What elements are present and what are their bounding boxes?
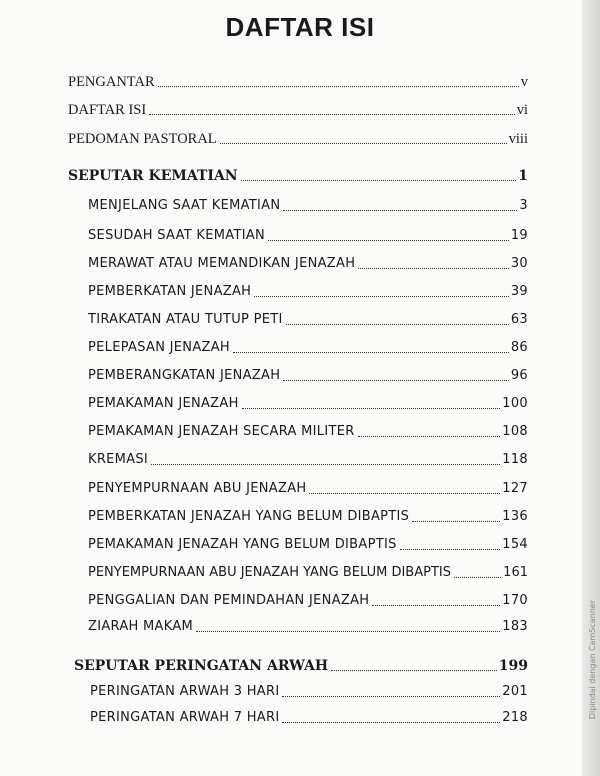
toc-entry-label: MENJELANG SAAT KEMATIAN bbox=[88, 198, 281, 213]
toc-entry-label: PENYEMPURNAAN ABU JENAZAH YANG BELUM DIBAPTIS bbox=[88, 565, 451, 580]
leader-dots bbox=[149, 114, 515, 115]
toc-section-seputar-peringatan-arwah[interactable] bbox=[74, 658, 528, 674]
toc-entry-daftar-isi[interactable] bbox=[68, 102, 528, 118]
toc-entry-page: 201 bbox=[502, 684, 528, 699]
toc-entry[interactable] bbox=[88, 481, 528, 497]
toc-entry[interactable] bbox=[90, 684, 528, 700]
leader-dots bbox=[372, 605, 500, 606]
leader-dots bbox=[283, 380, 509, 381]
toc-entry-page: vi bbox=[516, 102, 528, 118]
toc-section-page: 1 bbox=[518, 168, 528, 184]
leader-dots bbox=[286, 324, 509, 325]
toc-entry[interactable] bbox=[90, 710, 528, 726]
leader-dots bbox=[233, 352, 509, 353]
toc-entry-page: 127 bbox=[502, 481, 528, 496]
toc-section-label: SEPUTAR KEMATIAN bbox=[68, 168, 238, 184]
toc-entry-page: 86 bbox=[510, 340, 528, 355]
toc-entry-label: PEMAKAMAN JENAZAH bbox=[88, 396, 239, 411]
toc-entry-page: 100 bbox=[502, 396, 528, 411]
toc-entry-label: PEMBERANGKATAN JENAZAH bbox=[88, 368, 281, 383]
toc-entry-label: KREMASI bbox=[88, 452, 149, 467]
toc-entry-page: 30 bbox=[510, 256, 528, 271]
toc-entry-label: PEMBERKATAN JENAZAH bbox=[88, 284, 252, 299]
scanner-watermark: Dipindai dengan CamScanner bbox=[588, 600, 597, 720]
toc-entry-page: 161 bbox=[503, 565, 528, 580]
toc-entry-page: 154 bbox=[502, 537, 528, 552]
toc-entry-label: PEDOMAN PASTORAL bbox=[68, 131, 217, 147]
toc-entry[interactable] bbox=[88, 565, 528, 581]
leader-dots bbox=[283, 210, 517, 211]
leader-dots bbox=[282, 722, 500, 723]
toc-entry-label: PENGANTAR bbox=[68, 74, 155, 90]
toc-entry-label: PELEPASAN JENAZAH bbox=[88, 340, 230, 355]
toc-entry-label: PERINGATAN ARWAH 3 HARI bbox=[90, 684, 280, 699]
leader-dots bbox=[242, 408, 501, 409]
toc-entry-page: viii bbox=[508, 131, 528, 147]
leader-dots bbox=[412, 521, 500, 522]
toc-entry-label: PEMBERKATAN JENAZAH YANG BELUM DIBAPTIS bbox=[88, 509, 410, 524]
toc-entry-page: 19 bbox=[510, 228, 528, 243]
toc-entry[interactable] bbox=[88, 509, 528, 525]
toc-entry-label: TIRAKATAN ATAU TUTUP PETI bbox=[88, 312, 283, 327]
page-title: DAFTAR ISI bbox=[225, 12, 375, 42]
leader-dots bbox=[241, 180, 517, 181]
leader-dots bbox=[196, 631, 500, 632]
toc-entry[interactable] bbox=[88, 368, 528, 384]
page-edge bbox=[582, 0, 600, 776]
leader-dots bbox=[282, 696, 500, 697]
leader-dots bbox=[454, 577, 501, 578]
toc-entry-page: 3 bbox=[519, 198, 528, 213]
toc-entry-label: SESUDAH SAAT KEMATIAN bbox=[88, 228, 266, 243]
toc-entry-pedoman-pastoral[interactable] bbox=[68, 131, 528, 147]
toc-entry[interactable] bbox=[88, 424, 528, 440]
toc-entry[interactable] bbox=[88, 284, 528, 300]
toc-entry-page: 136 bbox=[502, 509, 528, 524]
toc-entry-pengantar[interactable] bbox=[68, 74, 528, 90]
leader-dots bbox=[268, 240, 509, 241]
toc-entry-page: 118 bbox=[502, 452, 528, 467]
toc-entry-label: PEMAKAMAN JENAZAH SECARA MILITER bbox=[88, 424, 355, 439]
toc-entry[interactable] bbox=[88, 312, 528, 328]
toc-entry-page: 63 bbox=[510, 312, 528, 327]
toc-entry-page: 96 bbox=[510, 368, 528, 383]
toc-entry-label: ZIARAH MAKAM bbox=[88, 619, 194, 634]
toc-entry-page: 170 bbox=[502, 593, 528, 608]
toc-entry-page: v bbox=[520, 74, 528, 90]
toc-entry-page: 218 bbox=[502, 710, 528, 725]
leader-dots bbox=[309, 493, 500, 494]
leader-dots bbox=[358, 436, 501, 437]
leader-dots bbox=[400, 549, 501, 550]
toc-entry-page: 183 bbox=[502, 619, 528, 634]
toc-entry-page: 108 bbox=[502, 424, 528, 439]
toc-entry[interactable] bbox=[88, 198, 528, 214]
toc-entry[interactable] bbox=[88, 396, 528, 412]
leader-dots bbox=[331, 670, 497, 671]
toc-entry-label: PENGGALIAN DAN PEMINDAHAN JENAZAH bbox=[88, 593, 370, 608]
toc-entry[interactable] bbox=[88, 452, 528, 468]
toc-entry[interactable] bbox=[88, 256, 528, 272]
toc-entry[interactable] bbox=[88, 593, 528, 609]
toc-entry[interactable] bbox=[88, 619, 528, 635]
toc-entry-label: PERINGATAN ARWAH 7 HARI bbox=[90, 710, 280, 725]
toc-entry[interactable] bbox=[88, 340, 528, 356]
toc-section-seputar-kematian[interactable] bbox=[68, 168, 528, 184]
toc-section-page: 199 bbox=[498, 658, 528, 674]
toc-entry-label: PENYEMPURNAAN ABU JENAZAH bbox=[88, 481, 307, 496]
toc-entry[interactable] bbox=[88, 228, 528, 244]
toc-entry-label: DAFTAR ISI bbox=[68, 102, 147, 118]
toc-entry-label: MERAWAT ATAU MEMANDIKAN JENAZAH bbox=[88, 256, 356, 271]
leader-dots bbox=[158, 86, 519, 87]
leader-dots bbox=[254, 296, 509, 297]
toc-entry-page: 39 bbox=[510, 284, 528, 299]
toc-entry-label: PEMAKAMAN JENAZAH YANG BELUM DIBAPTIS bbox=[88, 537, 397, 552]
leader-dots bbox=[151, 464, 500, 465]
leader-dots bbox=[220, 143, 507, 144]
toc-section-label: SEPUTAR PERINGATAN ARWAH bbox=[74, 658, 329, 674]
toc-entry[interactable] bbox=[88, 537, 528, 553]
leader-dots bbox=[358, 268, 509, 269]
